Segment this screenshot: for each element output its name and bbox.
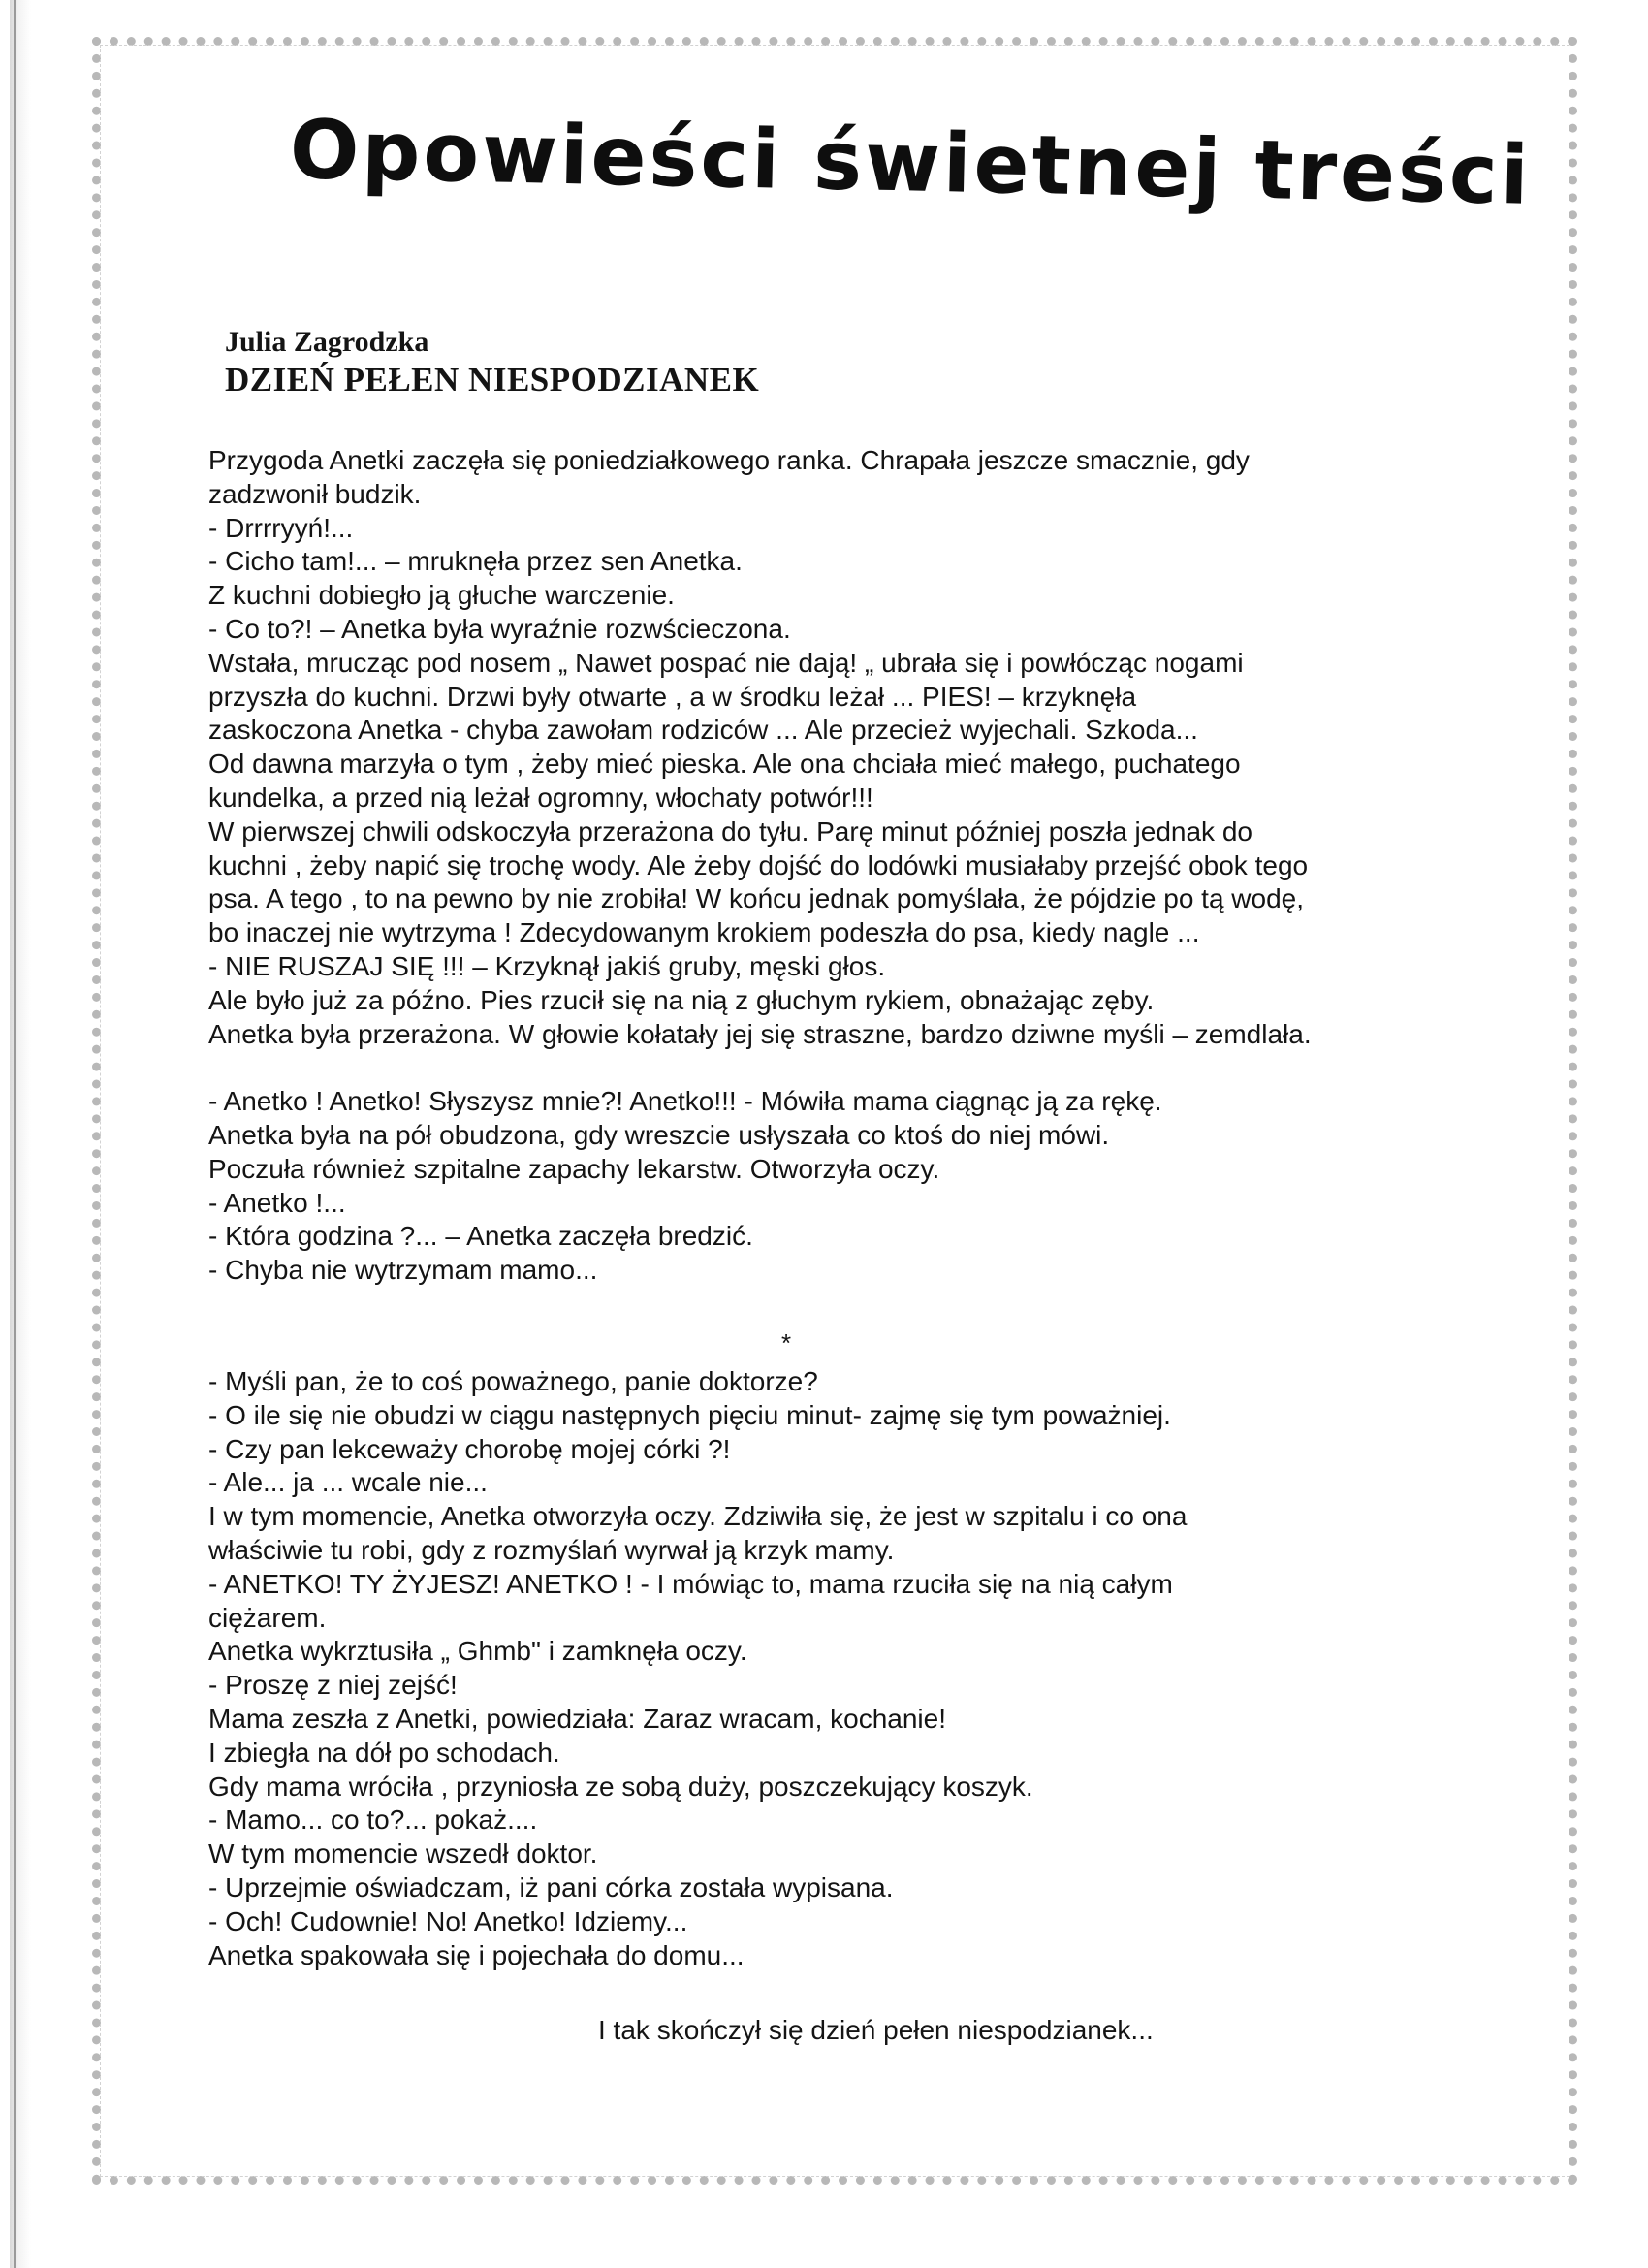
story-body-continued — [208, 1365, 1469, 1972]
page-heading: Opowieści świetnej treści — [288, 102, 1533, 223]
text-line: ciężarem. — [208, 1602, 327, 1633]
text-line: Od dawna marzyła o tym , żeby mieć pieska. Ale ona chciała mieć małego, puchatego — [208, 749, 1241, 780]
text-line: W pierwszej chwili odskoczyła przerażona do tyłu. Parę minut później poszła jednak do — [208, 815, 1252, 847]
text-line: Anetka spakowała się i pojechała do domu... — [208, 1939, 745, 1970]
text-line: W tym momencie wszedł doktor. — [208, 1838, 598, 1869]
text-line: - Myśli pan, że to coś poważnego, panie doktorze? — [208, 1366, 818, 1396]
text-line: Mama zeszła z Anetki, powiedziała: Zaraz wracam, kochanie! — [208, 1703, 946, 1734]
text-line: Z kuchni dobiegło ją głuche warczenie. — [208, 580, 675, 611]
text-line: - Ale... ja ... wcale nie... — [208, 1467, 488, 1498]
text-line: bo inaczej nie wytrzyma ! Zdecydowanym krokiem podeszła do psa, kiedy nagle ... — [208, 917, 1200, 948]
text-line: - O ile się nie obudzi w ciągu następnych pięciu minut- zajmę się tym poważniej. — [208, 1399, 1171, 1430]
story-title: DZIEŃ PEŁEN NIESPODZIANEK — [225, 361, 760, 399]
story-part-3 — [208, 1365, 1469, 1972]
text-line: - Och! Cudownie! No! Anetko! Idziemy... — [208, 1905, 688, 1936]
text-line: kuchni , żeby napić się trochę wody. Ale żeby dojść do lodówki musiałaby przejść obok tego — [208, 849, 1309, 880]
text-line: kundelka, a przed nią leżał ogromny, włochaty potwór!!! — [208, 782, 873, 813]
story-part-1 — [208, 444, 1469, 1051]
text-line: - Mamo... co to?... pokaż.... — [208, 1805, 538, 1836]
text-line: przyszła do kuchni. Drzwi były otwarte , a w środku leżał ... PIES! – krzyknęła — [208, 681, 1137, 712]
text-line: - Uprzejmie oświadczam, iż pani córka została wypisana. — [208, 1871, 894, 1902]
text-line: Przygoda Anetki zaczęła się poniedziałkowego ranka. Chrapała jeszcze smacznie, gdy — [208, 445, 1250, 475]
text-line: - Co to?! – Anetka była wyraźnie rozwścieczona. — [208, 613, 791, 644]
scan-edge-line — [14, 0, 16, 2268]
text-line: - Anetko !... — [208, 1187, 346, 1218]
text-line: właściwie tu robi, gdy z rozmyślań wyrwał ją krzyk mamy. — [208, 1534, 895, 1565]
text-line: - Czy pan lekceważy chorobę mojej córki ?! — [208, 1433, 731, 1464]
text-line: Anetka wykrztusiła „ Ghmb" i zamknęła oczy. — [208, 1636, 747, 1667]
text-line: - Cicho tam!... – mruknęła przez sen Anetka. — [208, 546, 743, 577]
story-body — [208, 444, 1469, 1288]
text-line: Anetka była przerażona. W głowie kołatały jej się straszne, bardzo dziwne myśli – zemdlała. — [208, 1018, 1312, 1049]
text-line: Wstała, mrucząc pod nosem „ Nawet pospać nie dają! „ ubrała się i powłócząc nogami — [208, 647, 1244, 678]
section-separator: * — [781, 1328, 792, 1358]
text-line: - Chyba nie wytrzymam mamo... — [208, 1255, 598, 1286]
text-line: Anetka była na pół obudzona, gdy wreszcie usłyszała co ktoś do niej mówi. — [208, 1119, 1110, 1150]
text-line: psa. A tego , to na pewno by nie zrobiła! W końcu jednak pomyślała, że pójdzie po tą wodę, — [208, 883, 1305, 914]
text-line: - ANETKO! TY ŻYJESZ! ANETKO ! - I mówiąc to, mama rzuciła się na nią całym — [208, 1568, 1173, 1599]
text-line: Ale było już za późno. Pies rzucił się na nią z głuchym rykiem, obnażając zęby. — [208, 984, 1155, 1015]
text-line: I zbiegła na dół po schodach. — [208, 1737, 560, 1768]
story-part-2 — [208, 1085, 1469, 1288]
text-line: - Drrrryyń!... — [208, 512, 354, 543]
author-name: Julia Zagrodzka — [225, 326, 429, 358]
text-line: I w tym momencie, Anetka otworzyła oczy. Zdziwiła się, że jest w szpitalu i co ona — [208, 1501, 1188, 1532]
paragraph-gap — [208, 1051, 1469, 1085]
text-line: - Anetko ! Anetko! Słyszysz mnie?! Anetko!!! - Mówiła mama ciągnąc ją za rękę. — [208, 1086, 1162, 1117]
text-line: zaskoczona Anetka - chyba zawołam rodziców ... Ale przecież wyjechali. Szkoda... — [208, 715, 1198, 746]
closing-line: I tak skończył się dzień pełen niespodzianek... — [598, 2015, 1154, 2045]
text-line: Gdy mama wróciła , przyniosła ze sobą duży, poszczekujący koszyk. — [208, 1771, 1033, 1802]
text-line: - Proszę z niej zejść! — [208, 1670, 458, 1701]
text-line: - NIE RUSZAJ SIĘ !!! – Krzyknął jakiś gruby, męski głos. — [208, 950, 886, 981]
text-line: - Która godzina ?... – Anetka zaczęła bredzić. — [208, 1221, 753, 1252]
text-line: Poczuła również szpitalne zapachy lekarstw. Otworzyła oczy. — [208, 1153, 940, 1184]
text-line: zadzwonił budzik. — [208, 478, 422, 509]
